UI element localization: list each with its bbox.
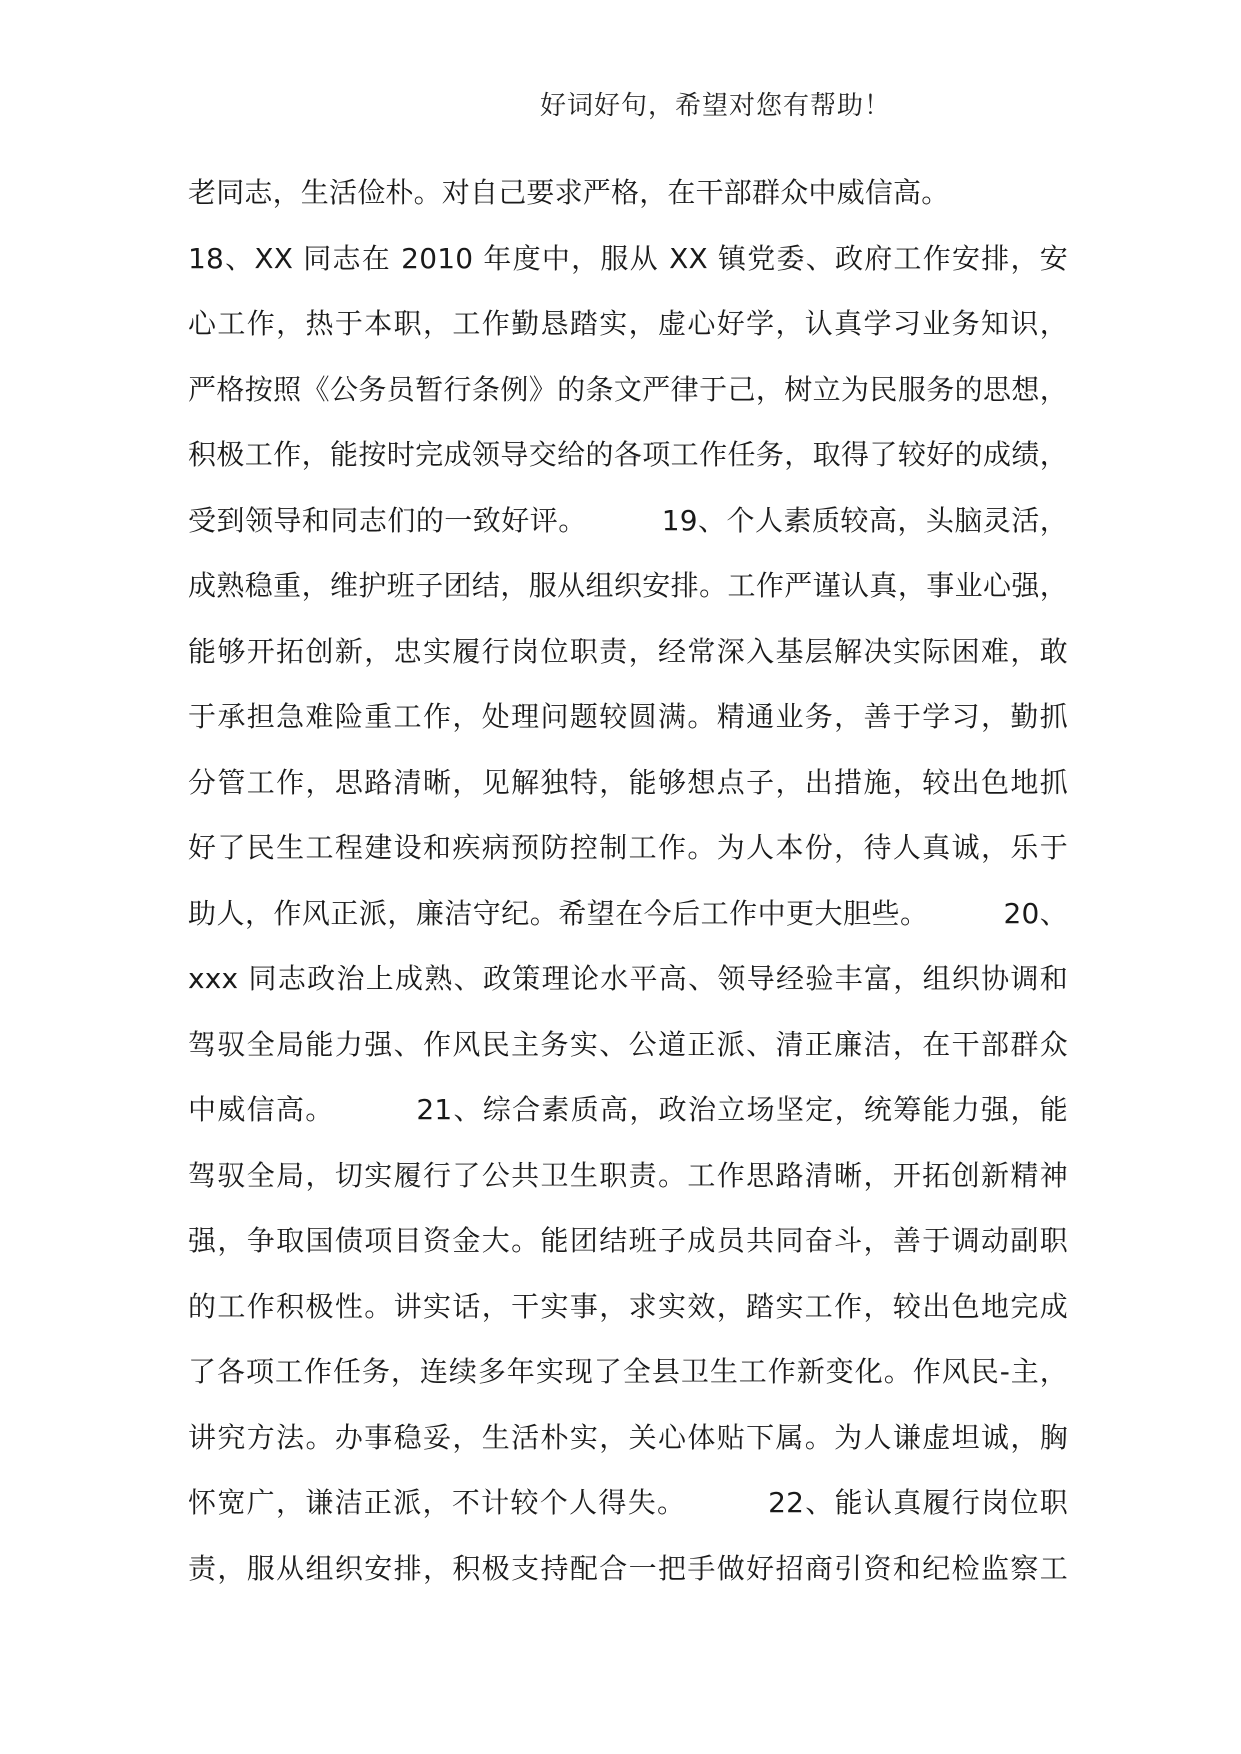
body-line: 能够开拓创新，忠实履行岗位职责，经常深入基层解决实际困难，敢 bbox=[188, 634, 1068, 668]
body-line: 严格按照《公务员暂行条例》的条文严律于己，树立为民服务的思想， bbox=[188, 372, 1068, 406]
body-line: 好了民生工程建设和疾病预防控制工作。为人本份，待人真诚，乐于 bbox=[188, 831, 1068, 864]
body-line: 助人，作风正派，廉洁守纪。希望在今后工作中更大胆些。 20、 bbox=[188, 896, 1068, 930]
body-line: 18、XX 同志在 2010 年度中，服从 XX 镇党委、政府工作安排，安 bbox=[188, 241, 1068, 275]
body-line: 心工作，热于本职，工作勤恳踏实，虚心好学，认真学习业务知识， bbox=[188, 307, 1068, 340]
body-line: 责，服从组织安排，积极支持配合一把手做好招商引资和纪检监察工 bbox=[188, 1551, 1068, 1585]
body-line: 成熟稳重，维护班子团结，服从组织安排。工作严谨认真，事业心强， bbox=[188, 569, 1068, 602]
body-line: 强，争取国债项目资金大。能团结班子成员共同奋斗，善于调动副职 bbox=[188, 1224, 1068, 1257]
body-line: xxx 同志政治上成熟、政策理论水平高、领导经验丰富，组织协调和 bbox=[188, 962, 1068, 995]
body-line: 于承担急难险重工作，处理问题较圆满。精通业务，善于学习，勤抓 bbox=[188, 700, 1068, 733]
body-line: 积极工作，能按时完成领导交给的各项工作任务，取得了较好的成绩， bbox=[188, 438, 1068, 471]
body-line: 了各项工作任务，连续多年实现了全县卫生工作新变化。作风民-主， bbox=[188, 1355, 1068, 1388]
body-line: 怀宽广，谦洁正派，不计较个人得失。 22、能认真履行岗位职 bbox=[188, 1486, 1068, 1519]
body-line: 的工作积极性。讲实话，干实事，求实效，踏实工作，较出色地完成 bbox=[188, 1289, 1068, 1323]
body-line: 讲究方法。办事稳妥，生活朴实，关心体贴下属。为人谦虚坦诚，胸 bbox=[188, 1420, 1068, 1454]
body-line: 老同志，生活俭朴。对自己要求严格，在干部群众中威信高。 bbox=[188, 176, 950, 209]
page-header: 好词好句，希望对您有帮助！ bbox=[539, 91, 891, 121]
body-line: 分管工作，思路清晰，见解独特，能够想点子，出措施，较出色地抓 bbox=[188, 765, 1068, 799]
body-line: 驾驭全局，切实履行了公共卫生职责。工作思路清晰，开拓创新精神 bbox=[188, 1158, 1068, 1192]
body-line: 驾驭全局能力强、作风民主务实、公道正派、清正廉洁，在干部群众 bbox=[188, 1027, 1068, 1061]
body-line: 受到领导和同志们的一致好评。 19、个人素质较高，头脑灵活， bbox=[188, 503, 1068, 537]
body-line: 中威信高。 21、综合素质高，政治立场坚定，统筹能力强，能 bbox=[188, 1093, 1068, 1126]
document-body bbox=[188, 160, 1068, 1601]
